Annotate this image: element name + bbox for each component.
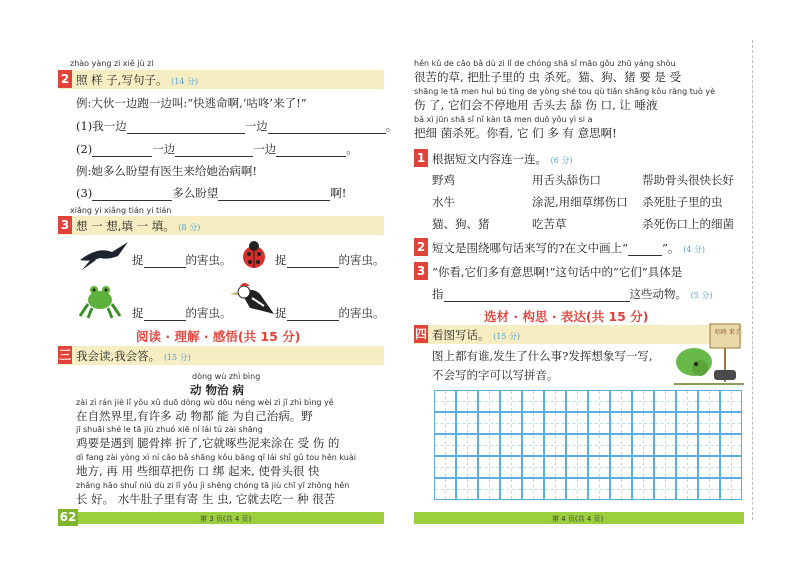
match-left-1[interactable]: 野鸡	[432, 173, 455, 187]
rq2-text: 短文是围绕哪句话来写的?在文中画上“ ”。 (4 分)	[432, 241, 705, 255]
q2-item3: (3) 多么盼望 啊!	[76, 186, 347, 200]
story-pinyin: dòng wù zhì bìng	[192, 372, 261, 381]
grid-cell[interactable]	[720, 412, 742, 434]
answer-line[interactable]	[92, 156, 152, 157]
q2-title: 照 样 子,写句子。 (14 分)	[76, 73, 199, 87]
grid-cell[interactable]	[632, 456, 654, 478]
frog-icon	[78, 278, 122, 320]
match-mid-3[interactable]: 吃苦草	[532, 217, 567, 231]
grid-cell[interactable]	[654, 456, 676, 478]
grid-cell[interactable]	[698, 412, 720, 434]
match-mid-2[interactable]: 涂泥,用细草绑伤口	[532, 195, 628, 209]
rq1-number: 1	[414, 149, 428, 167]
grid-cell[interactable]	[478, 412, 500, 434]
grid-cell[interactable]	[720, 456, 742, 478]
q2-pinyin: zhào yàng zi xiě jù zi	[70, 59, 154, 68]
match-right-2[interactable]: 杀死肚子里的虫	[642, 195, 723, 209]
grid-cell[interactable]	[456, 412, 478, 434]
grid-cell[interactable]	[698, 434, 720, 456]
grid-cell[interactable]	[522, 412, 544, 434]
answer-line[interactable]	[144, 267, 186, 268]
rq3-text: “你看,它们多有意思啊!”这句话中的“它们”具体是	[432, 265, 683, 279]
grid-cell[interactable]	[566, 434, 588, 456]
part3-title: 我会读,我会答。 (15 分)	[76, 349, 191, 363]
part4-title: 看图写话。 (15 分)	[432, 328, 521, 342]
answer-line[interactable]	[287, 320, 339, 321]
q2-item1: (1)我一边 一边 。	[76, 119, 398, 133]
grid-cell[interactable]	[456, 390, 478, 412]
grid-cell[interactable]	[566, 478, 588, 500]
grid-cell[interactable]	[610, 412, 632, 434]
grid-cell[interactable]	[500, 456, 522, 478]
answer-line[interactable]	[444, 301, 630, 302]
grid-cell[interactable]	[500, 412, 522, 434]
story-line-text: 地方, 再 用 些细草把伤 口 绑 起来, 使骨头很 快	[76, 464, 320, 478]
grid-cell[interactable]	[522, 478, 544, 500]
grid-cell[interactable]	[434, 390, 456, 412]
answer-line[interactable]	[287, 267, 339, 268]
grid-cell[interactable]	[698, 390, 720, 412]
grid-cell[interactable]	[588, 456, 610, 478]
answer-line[interactable]	[127, 133, 245, 134]
q2-number: 2	[58, 70, 72, 88]
grid-cell[interactable]	[720, 478, 742, 500]
grid-cell[interactable]	[588, 390, 610, 412]
story-line-pinyin: zhǎng hǎo shuǐ niú dù zi lǐ yǒu jì shēng chóng tā jiù chī yī zhǒng hěn	[76, 481, 350, 490]
grid-cell[interactable]	[566, 456, 588, 478]
answer-line[interactable]	[268, 133, 386, 134]
answer-line[interactable]	[144, 320, 186, 321]
story-line-text: 长 好。 水牛肚子里有寄 生 虫, 它就去吃一 种 很苦	[76, 492, 336, 506]
grid-cell[interactable]	[544, 478, 566, 500]
sign-text: 咕咚 来了	[715, 329, 741, 336]
grid-cell[interactable]	[500, 478, 522, 500]
grid-cell[interactable]	[676, 412, 698, 434]
grid-cell[interactable]	[522, 390, 544, 412]
footer-text: 第 4 页(共 4 页)	[552, 515, 604, 523]
grid-cell[interactable]	[588, 434, 610, 456]
grid-cell[interactable]	[676, 434, 698, 456]
grid-cell[interactable]	[676, 390, 698, 412]
q3-fill2: 捉 的害虫。	[275, 253, 385, 267]
grid-cell[interactable]	[676, 478, 698, 500]
grid-cell[interactable]	[588, 412, 610, 434]
grid-cell[interactable]	[588, 478, 610, 500]
q2-example2: 例:她多么盼望有医生来给她治病啊!	[76, 164, 257, 178]
grid-cell[interactable]	[478, 434, 500, 456]
grid-cell[interactable]	[500, 390, 522, 412]
grid-cell[interactable]	[632, 412, 654, 434]
page-number: 62	[59, 510, 77, 524]
grid-cell[interactable]	[610, 456, 632, 478]
grid-cell[interactable]	[478, 478, 500, 500]
grid-cell[interactable]	[544, 390, 566, 412]
answer-line[interactable]	[218, 200, 330, 201]
grid-cell[interactable]	[566, 412, 588, 434]
rq3-text2: 指 这些动物。 (5 分)	[432, 287, 713, 301]
swallow-icon	[78, 238, 130, 272]
match-mid-1[interactable]: 用舌头舔伤口	[532, 173, 601, 187]
q3-fill4: 捉 的害虫。	[275, 306, 385, 320]
grid-cell[interactable]	[632, 434, 654, 456]
grid-cell[interactable]	[632, 390, 654, 412]
story-line-text: 很苦的草, 把肚子里的 虫 杀死。猫、狗、猪 要 是 受	[414, 70, 682, 84]
match-left-2[interactable]: 水牛	[432, 195, 455, 209]
writing-grid[interactable]	[434, 390, 742, 502]
grid-cell[interactable]	[698, 456, 720, 478]
q3-fill1: 捉 的害虫。	[132, 253, 232, 267]
reading-section-title: 阅读 · 理解 · 感悟(共 15 分)	[136, 329, 301, 344]
grid-cell[interactable]	[654, 478, 676, 500]
woodpecker-icon	[230, 280, 276, 320]
writing-section-title: 选材 · 构思 · 表达(共 15 分)	[484, 309, 649, 324]
grid-cell[interactable]	[434, 412, 456, 434]
story-line-pinyin: jī shuāi shé le tā jiù zhuó xiē ní lái tú zài shāng	[76, 425, 263, 434]
story-line-pinyin: dì fang zài yòng xì ní cǎo bǎ shāng kǒu bǎng qǐ lái shǐ gǔ tou hěn kuài	[76, 453, 356, 462]
story-line-text: 把细 菌杀死。你看, 它 们 多 有 意思啊!	[414, 126, 617, 140]
grid-cell[interactable]	[654, 412, 676, 434]
story-line-pinyin: hěn kǔ de cǎo bǎ dù zi lǐ de chóng shā sǐ māo gǒu zhū yáng shòu	[414, 59, 676, 68]
q2-example1: 例:大伙一边跑一边叫:“快逃命啊,‘咕咚’来了!”	[76, 96, 307, 110]
grid-cell[interactable]	[566, 390, 588, 412]
story-illustration-icon	[674, 322, 744, 388]
footer-text: 第 3 页(共 4 页)	[200, 515, 252, 523]
grid-cell[interactable]	[610, 434, 632, 456]
story-title: 动 物治 病	[190, 383, 245, 397]
grid-cell[interactable]	[610, 390, 632, 412]
grid-cell[interactable]	[434, 434, 456, 456]
q3-number: 3	[58, 216, 72, 234]
match-right-1[interactable]: 帮助骨头很快长好	[642, 173, 734, 187]
grid-cell[interactable]	[478, 390, 500, 412]
grid-cell[interactable]	[720, 390, 742, 412]
part4-prompt1: 图上都有谁,发生了什么事?发挥想象写一写,	[432, 349, 653, 363]
rq3-number: 3	[414, 262, 428, 280]
grid-cell[interactable]	[676, 456, 698, 478]
match-right-3[interactable]: 杀死伤口上的细菌	[642, 217, 734, 231]
grid-cell[interactable]	[544, 456, 566, 478]
story-line-pinyin: zài zì rán jiè lǐ yǒu xǔ duō dòng wù dōu néng wèi zì jǐ zhì bìng yě	[76, 398, 334, 407]
part4-number: 四	[414, 327, 427, 341]
grid-cell[interactable]	[544, 412, 566, 434]
grid-cell[interactable]	[456, 456, 478, 478]
story-line-text: 鸡要是遇到 腿骨摔 折了,它就啄些泥来涂在 受 伤 的	[76, 436, 340, 450]
q3-pinyin: xiǎng yi xiǎng tián yi tián	[70, 206, 172, 215]
answer-line[interactable]	[628, 255, 662, 256]
story-line-text: 在自然界里,有许多 动 物都 能 为自己治病。野	[76, 409, 313, 423]
grid-cell[interactable]	[434, 456, 456, 478]
part3-number: 三	[58, 348, 71, 362]
answer-line[interactable]	[92, 200, 172, 201]
grid-cell[interactable]	[478, 456, 500, 478]
story-line-pinyin: bǎ xì jūn shā sǐ nǐ kàn tā men duō yǒu yì si a	[414, 115, 593, 124]
story-line-pinyin: shāng le tā men huì bú tíng de yòng shé tou qù tiǎn shāng kǒu ràng tuò yè	[414, 87, 716, 96]
grid-cell[interactable]	[610, 478, 632, 500]
grid-cell[interactable]	[456, 478, 478, 500]
grid-cell[interactable]	[522, 434, 544, 456]
right-page	[400, 0, 800, 566]
grid-cell[interactable]	[544, 434, 566, 456]
answer-line[interactable]	[175, 156, 253, 157]
grid-cell[interactable]	[456, 434, 478, 456]
grid-cell[interactable]	[500, 434, 522, 456]
rq1-title: 根据短文内容连一连。 (6 分)	[432, 152, 573, 166]
margin-line	[752, 40, 753, 520]
match-left-3[interactable]: 猫、狗、猪	[432, 217, 490, 231]
grid-cell[interactable]	[654, 434, 676, 456]
grid-cell[interactable]	[522, 456, 544, 478]
q2-item2: (2) 一边 一边 。	[76, 142, 358, 156]
grid-cell[interactable]	[632, 478, 654, 500]
q3-title: 想 一 想,填 一 填。 (8 分)	[76, 219, 201, 233]
grid-cell[interactable]	[698, 478, 720, 500]
story-line-text: 伤 了, 它们会不停地用 舌头去 舔 伤 口, 让 唾液	[414, 98, 658, 112]
grid-cell[interactable]	[720, 434, 742, 456]
rq2-number: 2	[414, 238, 428, 256]
grid-cell[interactable]	[434, 478, 456, 500]
part4-prompt2: 不会写的字可以写拼音。	[432, 368, 559, 382]
grid-cell[interactable]	[654, 390, 676, 412]
ladybug-icon	[240, 240, 268, 270]
answer-line[interactable]	[276, 156, 346, 157]
q3-fill3: 捉 的害虫。	[132, 306, 232, 320]
